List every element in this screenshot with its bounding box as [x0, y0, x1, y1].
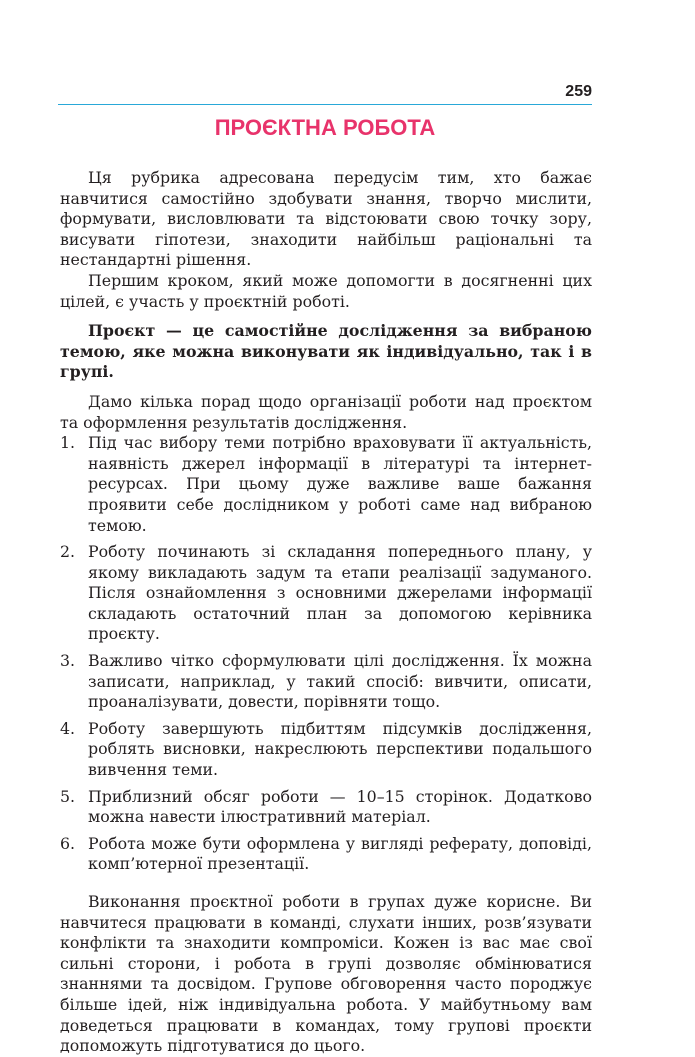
list-item-text: Робота може бути оформлена у вигляді реферату, доповіді, комп’ютерної презентації. — [88, 833, 592, 874]
tips-list — [60, 433, 592, 875]
list-item-number: 2. — [60, 542, 76, 562]
list-item-number: 3. — [60, 651, 76, 671]
list-item-text: Приблизний обсяг роботи — 10–15 сторінок. Додатково можна навести ілюстративний матеріал. — [88, 786, 592, 827]
page-number: 259 — [565, 83, 592, 100]
intro-paragraph-2: Першим кроком, який може допомогти в досягненні цих цілей, є участь у проєктній роботі. — [60, 270, 592, 311]
main-content — [60, 168, 592, 1057]
list-item — [60, 834, 592, 875]
project-definition: Проєкт — це самостійне дослідження за вибраною темою, яке можна виконувати як індивідуально, так і в групі. — [60, 321, 592, 382]
list-item-number: 1. — [60, 433, 76, 453]
list-item — [60, 719, 592, 781]
list-item-text: Роботу завершують підбиттям підсумків дослідження, роблять висновки, накреслюють перспективи подальшого вивчення теми. — [88, 718, 592, 780]
advice-intro: Дамо кілька порад щодо організації роботи над проєктом та оформлення результатів дослідження. — [60, 391, 592, 432]
list-item-number: 5. — [60, 786, 76, 806]
list-item-text: Важливо чітко сформулювати цілі дослідження. Їх можна записати, наприклад, у такий спосіб: вивчити, описати, проаналізувати, довести, порівняти тощо. — [88, 651, 592, 712]
list-item — [60, 787, 592, 828]
conclusion-paragraph: Виконання проєктної роботи в групах дуже корисне. Ви навчитеся працювати в команді, слухати інших, розв’язувати конфлікти та знаходити компроміси. Кожен із вас має свої сильні сторони, і робота в групі дозволяє обмінюватися знаннями та досвідом. Групове обговорення часто породжує більше ідей, ніж індивідуальна робота. У майбутньому вам доведеться працювати в командах, тому групові проєкти допоможуть підготуватися до цього. — [60, 892, 592, 1056]
list-item-text: Роботу починають зі складання попереднього плану, у якому викладають задум та етапи реалізації задуманого. Після ознайомлення з основними джерелами інформації складають остаточний план за допомогою керівника проєкту. — [88, 542, 592, 644]
list-item — [60, 542, 592, 645]
list-item-number: 4. — [60, 718, 76, 738]
header-rule — [58, 104, 592, 105]
intro-paragraph-1: Ця рубрика адресована передусім тим, хто бажає навчитися самостійно здобувати знання, творчо мислити, формувати, висловлювати та відстоювати свою точку зору, висувати гіпотези, знаходити найбільш раціональні та нестандартні рішення. — [60, 168, 592, 270]
list-item-text: Під час вибору теми потрібно враховувати її актуальність, наявність джерел інформації в літературі та інтернет-ресурсах. При цьому дуже важливе ваше бажання проявити себе дослідником у роботі саме над вибраною темою. — [88, 433, 592, 535]
page-title: ПРОЄКТНА РОБОТА — [214, 115, 436, 140]
list-item-number: 6. — [60, 833, 76, 853]
list-item — [60, 651, 592, 713]
list-item — [60, 433, 592, 536]
